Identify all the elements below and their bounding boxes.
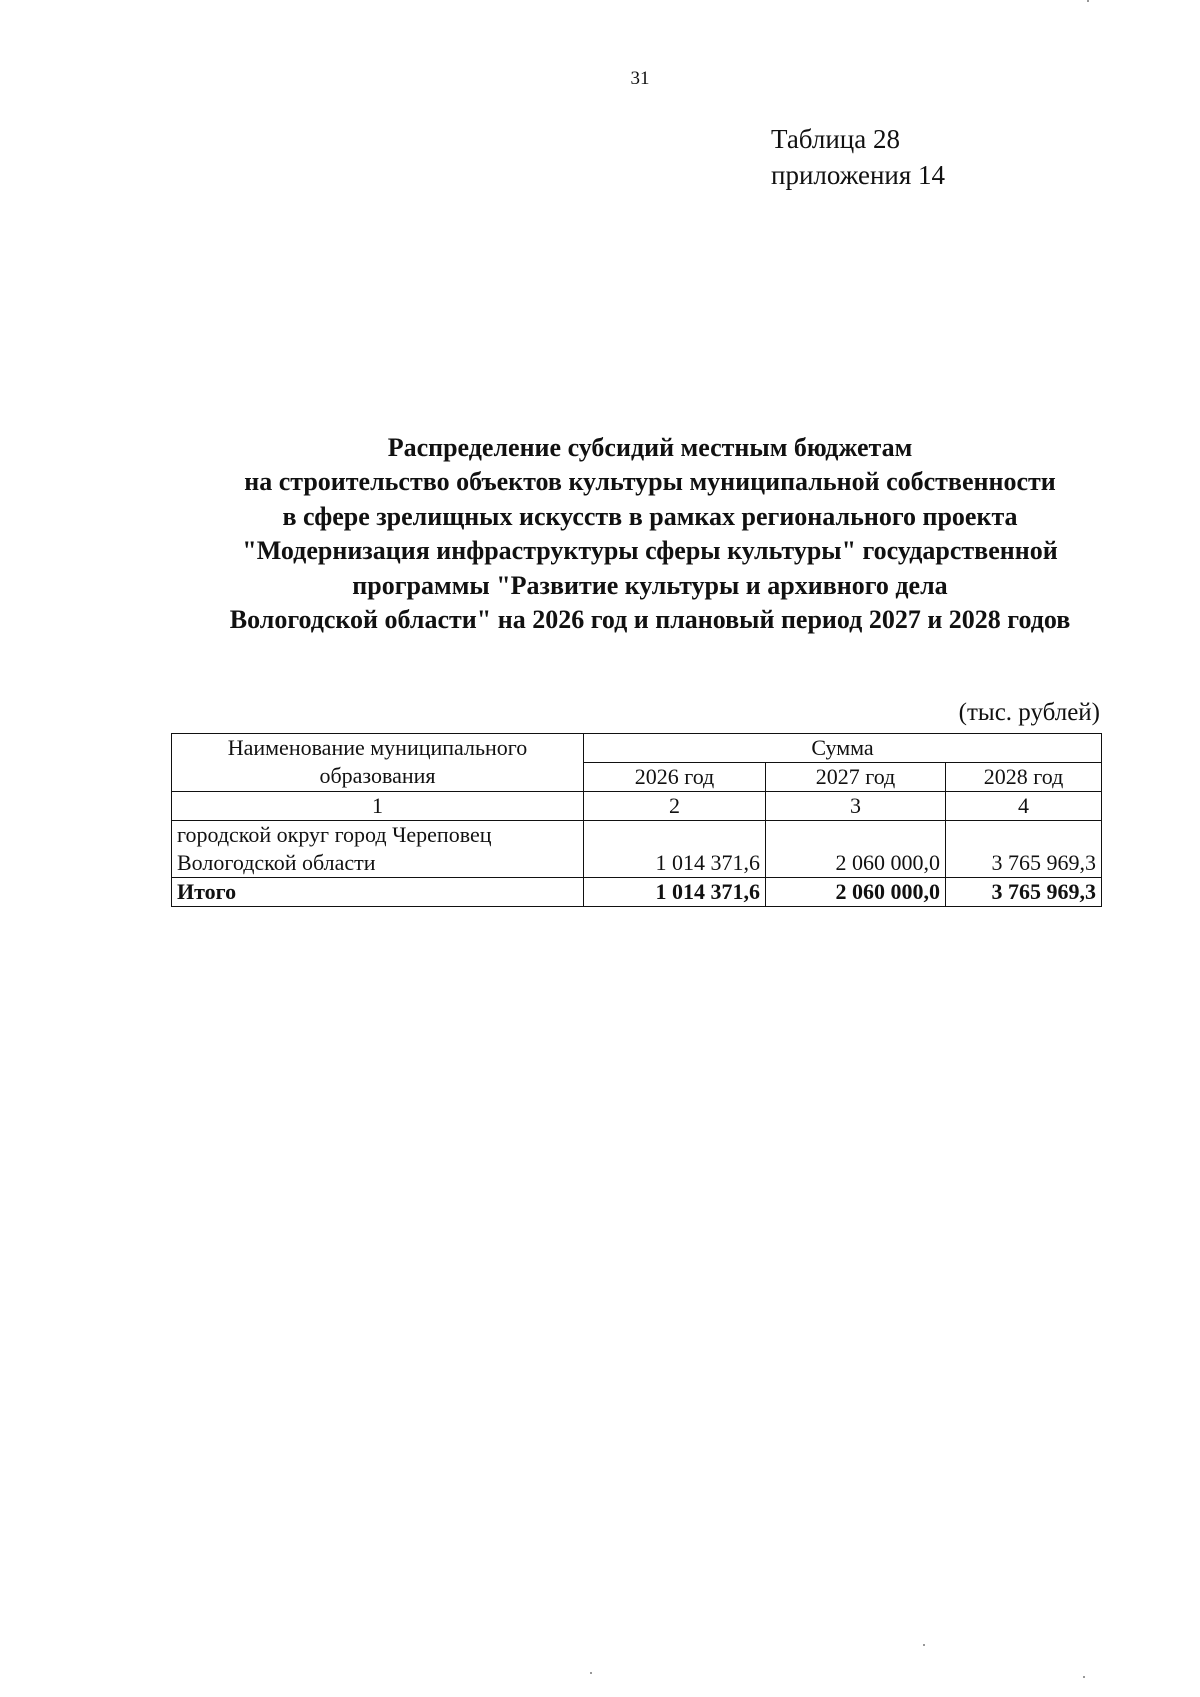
- header-municipality: [172, 734, 584, 792]
- title-line: на строительство объектов культуры муниципальной собственности: [244, 467, 1056, 497]
- header-municipality-line-2: образования: [319, 763, 436, 788]
- column-number: 1: [172, 792, 584, 821]
- table-reference-line-2: приложения 14: [771, 160, 946, 190]
- column-number-row: [172, 792, 1102, 821]
- total-2027: 2 060 000,0: [766, 878, 946, 907]
- title-line: Распределение субсидий местным бюджетам: [387, 433, 913, 462]
- scan-speck: [1083, 1676, 1085, 1678]
- total-row: [172, 878, 1102, 907]
- title-line: в сфере зрелищных искусств в рамках регионального проекта: [282, 501, 1018, 531]
- table-row: [172, 821, 1102, 878]
- total-2028: 3 765 969,3: [946, 878, 1102, 907]
- subsidy-table: [171, 733, 1102, 907]
- municipality-name: [172, 821, 584, 878]
- scan-speck: [590, 1672, 592, 1674]
- document-title: [150, 431, 1150, 637]
- title-line: программы "Развитие культуры и архивного дела: [352, 570, 948, 600]
- municipality-name-line-1: городской округ город Череповец: [177, 822, 492, 847]
- value-2026: 1 014 371,6: [584, 821, 766, 878]
- title-line: "Модернизация инфраструктуры сферы культуры" государственной: [242, 536, 1058, 566]
- municipality-name-line-2: Вологодской области: [177, 850, 376, 875]
- page-number: 31: [630, 68, 650, 89]
- total-label: Итого: [172, 878, 584, 907]
- column-number: 3: [766, 792, 946, 821]
- value-2027: 2 060 000,0: [766, 821, 946, 878]
- table-header-row: [172, 734, 1102, 763]
- scan-speck: [923, 1644, 925, 1646]
- table-reference-line-1: Таблица 28: [771, 124, 900, 154]
- header-year-2026: 2026 год: [584, 763, 766, 792]
- header-year-2027: 2027 год: [766, 763, 946, 792]
- value-2028: 3 765 969,3: [946, 821, 1102, 878]
- column-number: 4: [946, 792, 1102, 821]
- column-number: 2: [584, 792, 766, 821]
- scan-speck: [1087, 0, 1089, 2]
- total-2026: 1 014 371,6: [584, 878, 766, 907]
- header-municipality-line-1: Наименование муниципального: [227, 735, 528, 760]
- table-reference: [771, 121, 945, 193]
- title-line: Вологодской области" на 2026 год и плановый период 2027 и 2028 годов: [229, 605, 1071, 635]
- header-year-2028: 2028 год: [946, 763, 1102, 792]
- header-sum: Сумма: [584, 734, 1102, 763]
- units-label: (тыс. рублей): [958, 699, 1100, 726]
